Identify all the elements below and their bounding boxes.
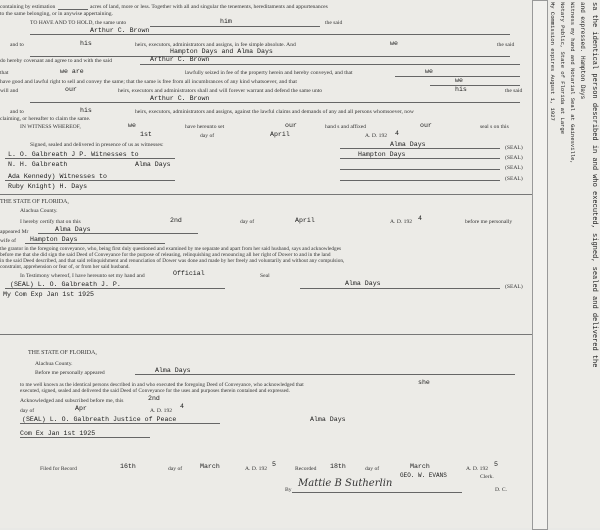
label-rec-ad: A. D. 192 <box>466 466 489 472</box>
label-that: that <box>0 70 9 76</box>
section-divider-1 <box>0 194 532 195</box>
field-grantors: Hampton Days and Alma Days <box>170 48 273 55</box>
label-clerk: Clerk. <box>480 474 494 480</box>
sigline-3 <box>340 169 500 170</box>
county-2: Alachua County. <box>35 361 73 367</box>
field-year-1: 4 <box>395 130 399 137</box>
label-signed: Signed, sealed and delivered in presence of us as witnesses: <box>30 142 164 148</box>
label-containing: containing by estimation <box>0 4 56 10</box>
blank-grantee-1 <box>30 34 510 35</box>
label-seals: seal s on this <box>480 124 509 130</box>
label-witness: IN WITNESS WHEREOF, <box>20 124 81 130</box>
label-goodright: have good and lawful right to sell and convey the same; that the same is free from all incumbrances of any kind whatsoever, and that <box>0 79 297 85</box>
blank-him <box>150 26 320 27</box>
witness-galbreath: L. O. Galbreath J P. Witnesses to <box>8 151 139 158</box>
sigline-1 <box>340 148 500 149</box>
label-claiming: claiming, or hereafter to claim the same. <box>0 116 91 122</box>
signature-ack1: Alma Days <box>345 280 381 287</box>
sigline-ack1 <box>300 288 500 289</box>
label-sealword: Seal <box>260 273 270 279</box>
label-filed: Filed for Record <box>40 466 77 472</box>
signature-alma-1: Alma Days <box>390 141 426 148</box>
signature-ack2: Alma Days <box>310 416 346 423</box>
field-ack1-day: 2nd <box>170 217 182 224</box>
label-will: will and <box>0 88 19 94</box>
commission-exp-1: My Com Exp Jan 1st 1925 <box>3 291 95 298</box>
sigline-4 <box>340 180 500 181</box>
label-ack2-before: Before me personally appeared <box>35 370 105 376</box>
label-seized: lawfully seized in fee of the property herein and hereby conveyed, and that <box>185 70 353 76</box>
margin-text-2: and expressed. Hampton Days <box>579 2 586 100</box>
margin-strip <box>532 0 548 530</box>
blank-grantors <box>30 56 510 57</box>
margin-text-1: sa the identical person described in and who executed, signed, sealed and delivered the <box>590 2 598 368</box>
margin-text-4: Notary Public, State of Florida at Large <box>559 2 566 135</box>
label-dc: D. C. <box>495 487 507 493</box>
ack1-body-1: the grantor in the foregoing conveyance, who, being first duly questioned and examined by me separate and apart from her said husband, says and acknowledges <box>0 246 342 252</box>
label-hereunto: have hereunto set <box>185 124 225 130</box>
field-we-2: we <box>425 68 433 75</box>
label-wifeof: wife of <box>0 238 16 244</box>
state-heading-1: THE STATE OF FLORIDA, <box>0 199 69 205</box>
label-ack1-ad: A. D. 192 <box>390 219 413 225</box>
field-we-1: we <box>390 40 398 47</box>
ack1-body-3: in the said Deed described, and that said relinquishment and renunciation of Dower was done and made by her freely and voluntarily and without any compulsion, <box>0 258 345 264</box>
field-grantee-1: Arthur C. Brown <box>90 27 150 34</box>
field-ack2-day: 2nd <box>148 395 160 402</box>
commission-line-2 <box>20 437 150 438</box>
blank-acres <box>58 9 88 10</box>
witness-nh-galbreath: N. H. Galbreath <box>8 161 68 168</box>
field-his-3: his <box>80 107 92 114</box>
blank-we-3 <box>430 85 520 86</box>
field-weare: we are <box>60 68 84 75</box>
label-acres: acres of land, more or less. Together with all and singular the tenements, hereditaments and appurtenances <box>90 4 328 10</box>
officer-line-ack2 <box>20 423 220 424</box>
label-filed-dayof: day of <box>168 466 183 472</box>
label-thesaid: the said <box>325 20 343 26</box>
blank-grantee-2 <box>140 64 520 65</box>
label-ack1-dayof: day of <box>240 219 255 225</box>
witness-line-3 <box>5 180 175 181</box>
field-rec-day: 18th <box>330 463 346 470</box>
ack1-body-2: before me that she did sign the said Deed of Conveyance for the purpose of releasing, relinquishing and renouncing all her right of Dower to and in the land <box>0 252 331 258</box>
label-thesaid-2: the said <box>497 42 515 48</box>
field-day-1: 1st <box>140 131 152 138</box>
field-we-3: we <box>455 77 463 84</box>
label-subscribed: Acknowledged and subscribed before me, this <box>20 398 124 404</box>
label-seal-1: (SEAL) <box>505 145 523 151</box>
field-him: him <box>220 18 232 25</box>
label-testimony: In Testimony whereof, I have hereunto set my hand and <box>20 273 145 279</box>
label-andto: and to <box>10 42 24 48</box>
field-ack2-month: Apr <box>75 405 87 412</box>
label-ack2-dayof: day of <box>20 408 35 414</box>
field-his-1: his <box>80 40 92 47</box>
label-claims: heirs, executors, administrators and assigns, against the lawful claims and demands of any and all persons whomsoever, now <box>135 109 414 115</box>
label-recorded: Recorded <box>295 466 317 472</box>
label-ad-1: A. D. 192 <box>365 133 388 139</box>
label-thesaid-3: the said <box>505 88 523 94</box>
field-filed-month: March <box>200 463 220 470</box>
label-seal-2: (SEAL) <box>505 155 523 161</box>
ack2-body-1: to me well known as the identical persons described in and who executed the foregoing Deed of Conveyance, who acknowledged that <box>20 382 304 388</box>
margin-text-5: My Commission expires August 1, 1927 <box>549 2 556 121</box>
witness-kennedy: Ada Kennedy) Witnesses to <box>8 173 107 180</box>
field-she: she <box>418 379 430 386</box>
label-dayof-1: day of <box>200 133 215 139</box>
field-month-1: April <box>270 131 290 138</box>
field-filed-year: 5 <box>272 461 276 468</box>
field-ack1-husband: Hampton Days <box>30 236 78 243</box>
deputy-signature: Mattie B Sutherlin <box>298 478 393 489</box>
field-we-4: we <box>128 122 136 129</box>
deputy-sigline <box>292 492 462 493</box>
label-tohave: TO HAVE AND TO HOLD, the same unto <box>30 20 127 26</box>
label-covenant: do hereby covenant and agree to and with the said <box>0 58 112 64</box>
label-ack2-ad: A. D. 192 <box>150 408 173 414</box>
label-heirs-1: heirs, executors, administrators and assigns, in fee simple absolute. And <box>135 42 296 48</box>
label-ack1-before: before me personally <box>465 219 513 225</box>
label-seal-4: (SEAL) <box>505 176 523 182</box>
label-rec-dayof: day of <box>365 466 380 472</box>
witness-knight: Ruby Knight) H. Days <box>8 183 88 190</box>
label-hands-affixed: hand s and affixed <box>325 124 367 130</box>
field-official: Official <box>173 270 205 277</box>
witness-alma: Alma Days <box>135 161 171 168</box>
label-warrant: heirs, executors and administrators shall and will forever warrant and defend the same unto <box>118 88 323 94</box>
label-seal-ack1: (SEAL) <box>505 284 523 290</box>
field-our-1: our <box>65 86 77 93</box>
officer-ack2: (SEAL) L. O. Galbreath Justice of Peace <box>22 416 177 423</box>
field-ack2-name: Alma Days <box>155 367 191 374</box>
field-ack2-year: 4 <box>180 403 184 410</box>
field-ack1-name: Alma Days <box>55 226 91 233</box>
margin-text-3: Witness my hand and Notarial Seal at Gainesville, <box>569 2 576 164</box>
ack2-body-2: executed, signed, sealed and delivered the said Deed of Conveyance for the uses and purposes therein contained and expressed. <box>20 388 290 394</box>
label-certify: I hereby certify that on this <box>20 219 81 225</box>
blank-ack1-husband <box>25 243 165 244</box>
field-grantee-2: Arthur C. Brown <box>150 56 210 63</box>
field-our-3: our <box>420 122 432 129</box>
label-filed-ad: A. D. 192 <box>245 466 268 472</box>
blank-ack2-name <box>135 374 515 375</box>
field-rec-year: 5 <box>494 461 498 468</box>
field-his-2: his <box>455 86 467 93</box>
blank-grantee-3 <box>30 102 520 103</box>
officer-ack1: (SEAL) L. O. Galbreath J. P. <box>10 281 121 288</box>
commission-exp-2: Com Ex Jan 1st 1925 <box>20 430 96 437</box>
field-filed-day: 16th <box>120 463 136 470</box>
field-rec-month: March <box>410 463 430 470</box>
field-our-2: our <box>285 122 297 129</box>
label-andto-2: and to <box>10 109 24 115</box>
label-appeared: appeared Mr <box>0 229 29 235</box>
field-ack1-year: 4 <box>418 215 422 222</box>
witness-line-1 <box>5 158 175 159</box>
signature-hampton: Hampton Days <box>358 151 406 158</box>
ack1-body-4: constraint, apprehension or fear of, or from her said husband. <box>0 264 130 270</box>
county-1: Alachua County. <box>20 208 58 214</box>
sigline-2 <box>340 158 500 159</box>
field-grantee-3: Arthur C. Brown <box>150 95 210 102</box>
section-divider-2 <box>0 334 532 335</box>
field-ack1-month: April <box>295 217 315 224</box>
label-belonging: to the same belonging, or in anywise appertaining. <box>0 11 113 17</box>
blank-ack1-name <box>38 233 198 234</box>
label-seal-3: (SEAL) <box>505 165 523 171</box>
state-heading-2: THE STATE OF FLORIDA, <box>28 350 97 356</box>
label-by: By <box>285 487 292 493</box>
officer-line-ack1 <box>5 288 225 289</box>
clerk-name: GEO. W. EVANS <box>400 472 447 479</box>
